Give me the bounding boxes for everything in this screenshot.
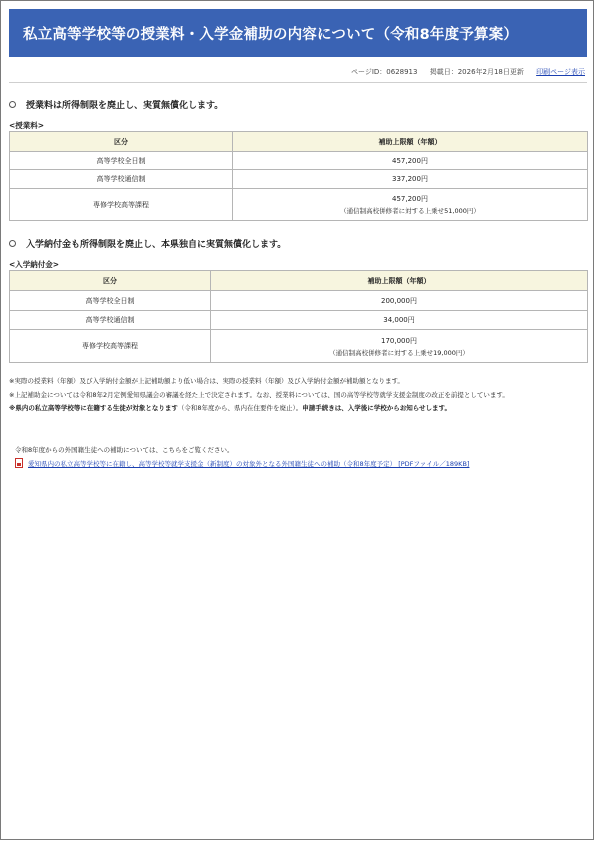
note-line — [9, 402, 509, 416]
circle-bullet-icon — [9, 240, 16, 247]
amount-note: （通信制高校併修者に対する上乗せ19,000円） — [329, 348, 469, 357]
foreign-intro: 令和8年度からの外国籍生徒への補助については、こちらをご覧ください。 — [15, 446, 234, 454]
pdf-link[interactable]: 愛知県内の私立高等学校等に在籍し、高等学校等就学支援金（新制度）の対象外となる外国籍生徒への補助（令和8年度予定） [PDFファイル／189KB] — [28, 459, 470, 468]
note-normal-text: （令和8年度から、県内在住要件を廃止）。 — [177, 404, 303, 412]
tuition-heading — [9, 98, 223, 111]
amount-value: 170,000円 — [381, 336, 417, 345]
entrance-col-amount: 補助上限額（年額） — [211, 271, 588, 291]
note-bold-text: ※県内の私立高等学校等に在籍する生徒が対象となります — [9, 404, 178, 412]
published-date: 掲載日：2026年2月18日更新 — [429, 68, 524, 76]
entrance-col-category: 区分 — [10, 271, 211, 291]
table-cell-amount — [233, 189, 588, 221]
entrance-table — [9, 270, 588, 363]
note-line: ※上記補助金については令和8年2月定例愛知県議会の審議を経た上で決定されます。なお、授業料については、国の高等学校等就学支援金制度の改正を前提としています。 — [9, 390, 509, 399]
table-cell-category: 高等学校全日制 — [10, 152, 233, 170]
title-bar — [9, 9, 587, 57]
table-row — [10, 330, 588, 363]
tuition-label: <授業料> — [9, 121, 45, 130]
tuition-table — [9, 131, 588, 221]
pdf-file-icon — [15, 458, 23, 468]
table-cell-amount: 337,200円 — [233, 170, 588, 189]
table-cell-category: 高等学校全日制 — [10, 291, 211, 311]
note-line: ※実際の授業料（年額）及び入学納付金額が上記補助額より低い場合は、実際の授業料（年額）及び入学納付金額が補助額となります。 — [9, 377, 404, 385]
note-bold-text: 申請手続きは、入学後に学校からお知らせします。 — [302, 404, 452, 412]
circle-bullet-icon — [9, 101, 16, 108]
table-row — [10, 189, 588, 221]
entrance-label: <入学納付金> — [9, 260, 60, 269]
tuition-col-category: 区分 — [10, 132, 233, 152]
entrance-heading — [9, 237, 286, 250]
table-cell-category: 高等学校通信制 — [10, 170, 233, 189]
tuition-col-amount: 補助上限額（年額） — [233, 132, 588, 152]
table-row — [10, 291, 588, 311]
print-page-link[interactable]: 印刷ページ表示 — [536, 68, 585, 76]
table-cell-amount — [211, 330, 588, 363]
table-cell-amount: 34,000円 — [211, 311, 588, 330]
table-cell-amount: 457,200円 — [233, 152, 588, 170]
pdf-download — [15, 458, 469, 468]
divider — [9, 82, 587, 83]
entrance-heading-text: 入学納付金も所得制限を廃止し、本県独自に実質無償化します。 — [26, 240, 287, 250]
table-cell-category: 専修学校高等課程 — [10, 189, 233, 221]
page-meta — [341, 67, 585, 77]
table-row — [10, 152, 588, 170]
amount-note: （通信制高校併修者に対する上乗せ51,000円） — [340, 207, 480, 215]
table-row — [10, 311, 588, 330]
table-cell-category: 専修学校高等課程 — [10, 330, 211, 363]
amount-value: 457,200円 — [392, 195, 428, 203]
table-cell-amount: 200,000円 — [211, 291, 588, 311]
table-cell-category: 高等学校通信制 — [10, 311, 211, 330]
page-title: 私立高等学校等の授業料・入学金補助の内容について（令和8年度予算案） — [23, 26, 519, 43]
tuition-heading-text: 授業料は所得制限を廃止し、実質無償化します。 — [26, 101, 224, 111]
table-row — [10, 170, 588, 189]
notes-block — [9, 375, 509, 416]
page-id: ページID：0628913 — [350, 68, 418, 76]
